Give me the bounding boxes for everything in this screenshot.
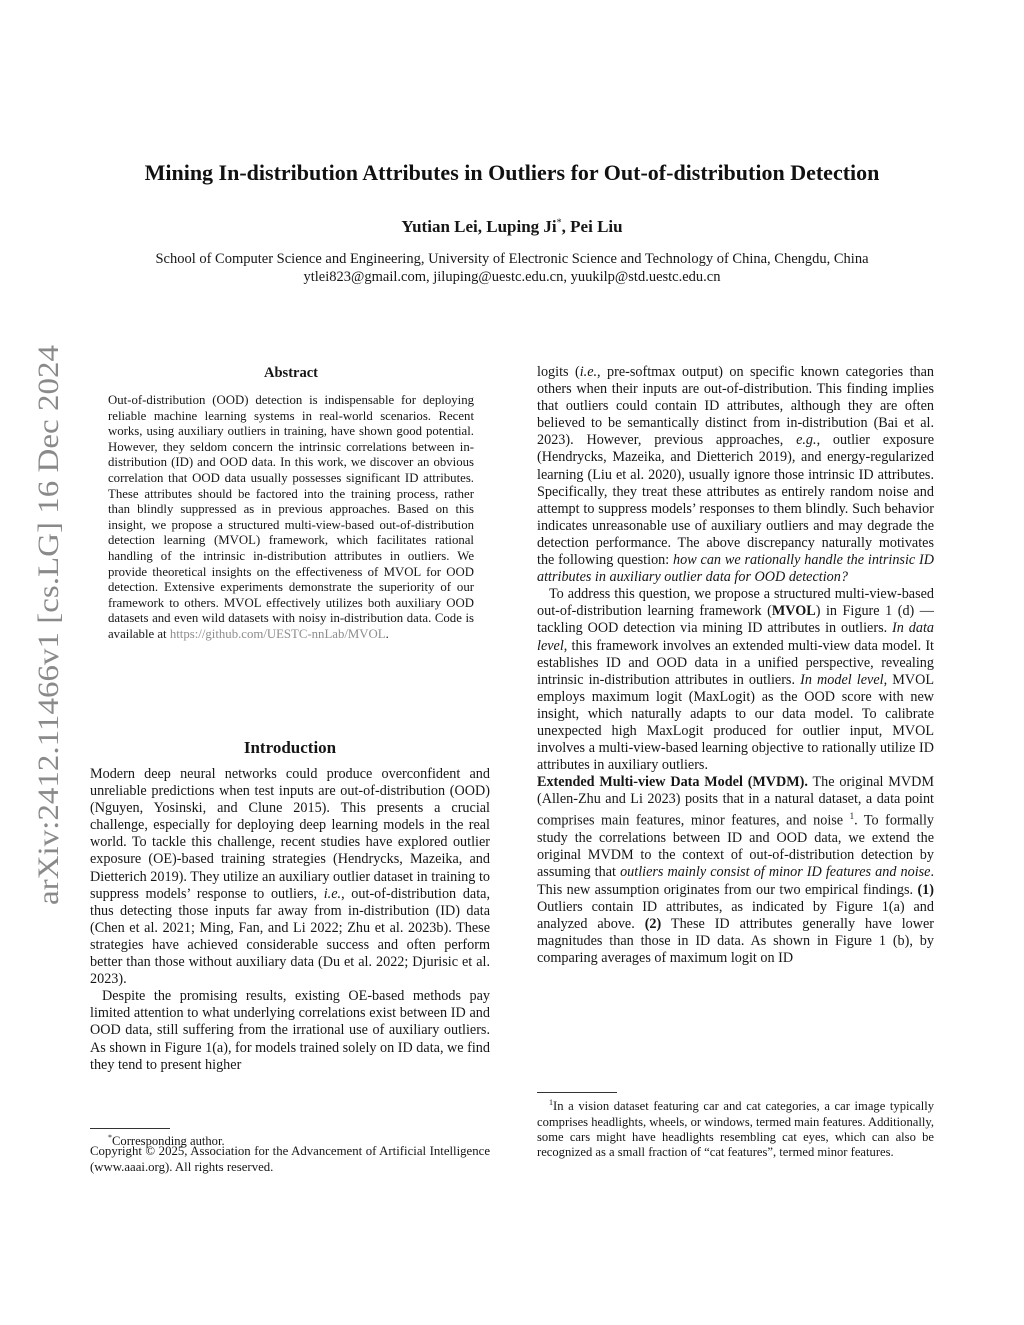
paper-title: Mining In-distribution Attributes in Outliers for Out-of-distribution Detection [144, 160, 880, 185]
abstract-body: Out-of-distribution (OOD) detection is indispensable for deploying reliable machine learning systems in real-world scenarios. Recent works, using auxiliary outliers in training, have shown good potential. However, they seldom concern the intrinsic correlations between in-distribution (ID) and OOD data. In this work, we discover an obvious correlation that OOD data usually possesses significant ID attributes. These attributes should be factored into the training process, rather than blindly suppressed as in previous approaches. Based on this insight, we propose a structured multi-view-based out-of-distribution detection learning (MVOL) framework, which facilitates rational handling of the intrinsic in-distribution attributes in outliers. We provide theoretical insights on the effectiveness of MVOL for OOD detection. Extensive experiments demonstrate the superiority of our framework to others. MVOL effectively utilizes both auxiliary OOD datasets and even wild datasets with noisy in-distribution data. Code is available at [108, 393, 474, 641]
r-p3-e: These ID attributes generally have lower magnitudes than those in ID data. As shown in Figure 1 (b), by comparing averages of maximum logit on ID [537, 915, 935, 966]
r-p2-c: , this framework involves an extended multi-view data model. It establishes ID and OOD data in a unified perspective, revealing intrinsic in-distribution attributes in outliers. [537, 637, 934, 688]
r-p1-ie: i.e. [579, 364, 598, 380]
r-p3-n2: (2) [644, 915, 662, 932]
r-p2-data-level: In data level [537, 620, 934, 654]
footnote-right-text: In a vision dataset featuring car and cat categories, a car image typically comprises headlights, wheels, or windows, termed main features. Additionally, some cars might have headlights resembling cat eyes, which can also be recognized as a small fraction of “cat features”, termed minor features. [537, 1099, 934, 1160]
r-p3-c: . This new assumption originates from our two empirical findings. [537, 864, 934, 898]
footnote-star: * [108, 1133, 112, 1142]
copyright-notice: Copyright © 2025, Association for the Advancement of Artificial Intelligence (www.aaai.org). All rights reserved. [90, 1144, 490, 1174]
footnote-right [537, 1095, 934, 1161]
intro-p1-text: Modern deep neural networks could produce overconfident and unreliable predictions when test inputs are out-of-distribution (OOD) (Nguyen, Yosinski, and Clune 2015). This presents a crucial challenge, especially for deploying deep learning models in the real world. To tackle this challenge, recent studies have explored outlier exposure (OE)-based training strategies (Hendrycks, Mazeika, and Dietterich 2019). They utilize an auxiliary outlier dataset in training to suppress models’ response to outliers, [90, 766, 490, 902]
abstract-heading: Abstract [264, 365, 318, 381]
authors-part2: , Pei Liu [561, 217, 623, 236]
r-p2-d: , MVOL employs maximum logit (MaxLogit) as the OOD score with new insight, which naturally adapts to our data model. To calibrate unexpected high MaxLogit produced for outlier input, MVOL involves a multi-view-based learning objective to rationally utilize ID attributes in auxiliary outliers. [537, 671, 934, 774]
footnote-ref-1: 1 [849, 811, 855, 822]
affiliation-block [60, 250, 964, 286]
intro-p1-ie: i.e. [323, 885, 342, 902]
r-p3-d: Outliers contain ID attributes, as indicated by Figure 1(a) and analyzed above. [537, 898, 934, 932]
intro-paragraph-1 [90, 766, 490, 988]
r-p3-b: . To formally study the correlations between ID and OOD data, we extend the original MVDM to the context of out-of-distribution detection by assuming that [537, 813, 934, 881]
arxiv-stamp [28, 345, 68, 905]
code-link[interactable]: https://github.com/UESTC-nnLab/MVOL [169, 626, 386, 641]
right-paragraph-1 [537, 364, 934, 586]
left-column [90, 766, 490, 1074]
r-p2-model-level: In model level [800, 671, 884, 688]
intro-paragraph-2: Despite the promising results, existing OE-based methods pay limited attention to what underlying correlations exist between ID and OOD data, still suffering from the irrational use of auxiliary outliers. As shown in Figure 1(a), for models trained solely on ID data, we find they tend to present higher [90, 988, 490, 1073]
intro-p1-rest: , out-of-distribution data, thus detecting those inputs far away from in-distribution (ID) data (Chen et al. 2021; Ming, Fan, and Li 2022; Zhu et al. 2023b). These strategies have achieved considerable success and often perform better than those without auxiliary data (Du et al. 2022; Djurisic et al. 2023). [90, 885, 490, 988]
r-p1-eg: e.g. [796, 432, 817, 449]
r-p2-b: ) in Figure 1 (d) — tackling OOD detection via mining ID attributes in outliers. [537, 603, 934, 637]
right-paragraph-2 [537, 586, 934, 774]
corresponding-mark: * [556, 217, 562, 229]
mvdm-heading: Extended Multi-view Data Model (MVDM). [537, 774, 808, 791]
r-p1-a: logits ( [537, 364, 580, 380]
author-list [60, 217, 964, 237]
footnote-rule-left [90, 1128, 170, 1129]
affiliation: School of Computer Science and Engineering, University of Electronic Science and Technology of China, Chengdu, China [155, 251, 869, 267]
footnote-left-text: Corresponding author. [112, 1134, 225, 1149]
right-column [537, 364, 934, 967]
r-p2-mvol: MVOL [771, 603, 816, 620]
arxiv-id: arXiv:2412.11466v1 [cs.LG] 16 Dec 2024 [32, 396, 65, 905]
r-p1-b: , pre-softmax output) on specific known categories than others when their inputs are out-of-distribution. This finding implies that outliers could contain ID attributes, although they are often believed to be semantically distinct from in-distribution (Bai et al. 2023). However, previous approaches, [537, 364, 934, 449]
emails: ytlei823@gmail.com, jiluping@uestc.edu.cn, yuukilp@std.uestc.edu.cn [303, 269, 721, 285]
introduction-heading: Introduction [243, 738, 337, 757]
authors-part1: Yutian Lei, Luping Ji [401, 217, 557, 236]
r-p3-italic: outliers mainly consist of minor ID features and noise [620, 864, 931, 881]
r-p2-a: To address this question, we propose a structured multi-view-based out-of-distribution learning framework ( [537, 586, 934, 620]
footnote-rule-right [537, 1092, 617, 1093]
abstract-text [108, 393, 474, 643]
footnote-number: 1 [549, 1098, 553, 1107]
right-paragraph-3 [537, 774, 934, 967]
r-p1-c: , outlier exposure (Hendrycks, Mazeika, and Dietterich 2019), and energy-regularized learning (Liu et al. 2020), usually ignore those intrinsic ID attributes. Specifically, they treat these attributes as entirely random noise and attempt to suppress models’ responses to them blindly. Such behavior indicates unreasonable use of auxiliary outliers and may degrade the detection performance. The above discrepancy naturally motivates the following question: [537, 432, 934, 569]
r-p1-question: how can we rationally handle the intrinsic ID attributes in auxiliary outlier data for OOD detection? [537, 552, 934, 586]
r-p3-n1: (1) [917, 881, 934, 898]
abstract-end: . [385, 626, 389, 641]
r-p3-a: The original MVDM (Allen-Zhu and Li 2023) posits that in a natural dataset, a data point comprises main features, minor features, and noise [537, 774, 935, 830]
